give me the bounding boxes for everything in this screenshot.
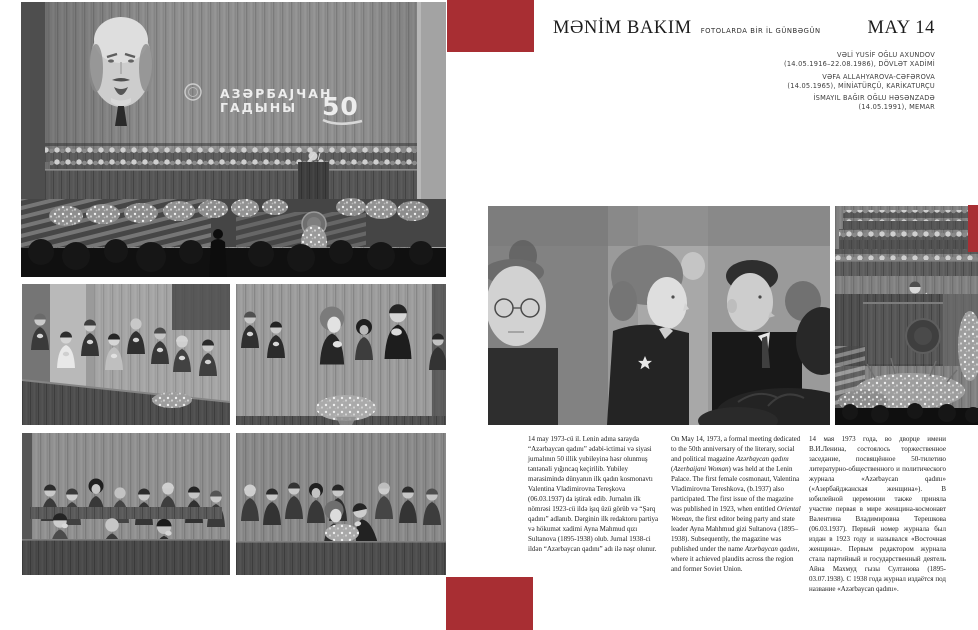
page-subtitle: FOTOLARDA BİR İL GÜNBƏGÜN <box>700 27 821 35</box>
anniversary-entry <box>784 73 935 91</box>
audience-rows-illustration <box>22 433 230 575</box>
photo-tereshkova-aliyev-applause <box>236 284 446 425</box>
tereshkova-profile-figure <box>607 245 689 425</box>
page-title: MƏNİM BAKIM <box>553 18 692 38</box>
page-date: MAY 14 <box>867 18 935 38</box>
photo-balcony-applause <box>22 284 230 425</box>
article-russian: 14 мая 1973 года, во дворце имени В.И.Ленина, состоялось торжественное заседание, посвящённое 50-тилетию литературно-общественного и политического журнала «Azərbaycan qadını» («Азербайджанская женщина»). В юбилейной церемонии также приняла участие первая в мире женщина-космонавт Валентина Владимировна Терешкова (06.03.1937). Первый номер журнала был издан в 1923 году и назывался «Восточная женщина». Первым редактором журнала стала партийный и государственный деятель Айна Махмуд гызы Султанова (1895-03.07.1938). С 1938 года журнал издаётся под название «Azərbaycan qadını». <box>809 435 946 593</box>
stage-banner-line1: АЗӘРБАЈЧАН <box>220 86 333 101</box>
article-english: On May 14, 1973, a formal meeting dedicated to the 50th anniversary of the literary, social and political magazine Azərbaycan qadını (Azerbaijani Woman) was held at the Lenin Palace. The first female cosmonaut, Valentina Vladimirovna Tereshkova, (b.1937) also participated. The first issue of the magazine was published in 1923, when entitled Oriental Woman, the first editor being party and state leader Ayna Mahhmud gizi Sultanova (1895–1938). Subsequently, the magazine was published under the name Azərbaycan qadını, where it achieved plaudits across the region and former Soviet Union. <box>671 435 801 573</box>
anniversary-list <box>784 51 935 116</box>
anniversary-name: İSMAYIL BAĞIR OĞLU HƏSƏNZADƏ <box>813 94 935 102</box>
photo-audience-rows-left <box>22 433 230 575</box>
tereshkova-closeup-illustration <box>488 206 830 425</box>
photo-audience-rows-right <box>236 433 446 575</box>
photo-podium-speaker <box>835 206 978 425</box>
anniversary-details: (14.05.1916–22.08.1986), DÖVLƏT XADİMİ <box>784 60 935 68</box>
anniversary-details: (14.05.1965), MİNİATÜRÇÜ, KARİKATURÇU <box>787 81 935 90</box>
red-accent-bottom <box>446 577 533 630</box>
red-accent-corner <box>968 205 978 252</box>
podium-speaker-illustration <box>835 206 978 425</box>
anniversary-name: VƏLİ YUSİF OĞLU AXUNDOV <box>836 51 935 59</box>
photo-jubilee-stage <box>21 2 446 277</box>
applause-illustration <box>236 284 446 425</box>
article-azerbaijani: 14 may 1973-cü il. Lenin adına sarayda “Azərbaycan qadını” ədəbi-ictimai və siyasi jurnalının 50 illik yubileyinə həsr olunmuş təntənəli yığıncaq keçirilib. Yubiley mərasimində dünyanın ilk qadın kosmonavtı Valentina Vladimirovna Tereşkova (06.03.1937) da iştirak edib. Jurnalın ilk nömrəsi 1923-cü ildə işıq üzü görüb və “Şərq qadını” adlanıb. Dərginin ilk redaktoru partiya və hökumət xadimi Ayna Mahmud qızı Sultanova (1895-1938) olub. Jurnal 1938-ci ildən “Azərbaycan qadını” adı ilə nəşr olunur. <box>528 435 659 553</box>
jubilee-stage-illustration <box>21 2 446 277</box>
anniversary-entry <box>784 94 935 112</box>
anniversary-name: VƏFA ALLAHYAROVA-CƏFƏROVA <box>822 72 935 81</box>
stage-banner-line2: ГАДЫНЫ <box>220 100 298 115</box>
photo-tereshkova-closeup <box>488 206 830 425</box>
balcony-applause-illustration <box>22 284 230 425</box>
audience-flowers-illustration <box>236 433 446 575</box>
page-header <box>553 18 821 39</box>
red-accent-top <box>447 0 534 52</box>
anniversary-details: (14.05.1991), MEMAR <box>858 103 935 111</box>
anniversary-entry <box>784 51 935 69</box>
stage-banner-50: 50 <box>322 92 359 121</box>
